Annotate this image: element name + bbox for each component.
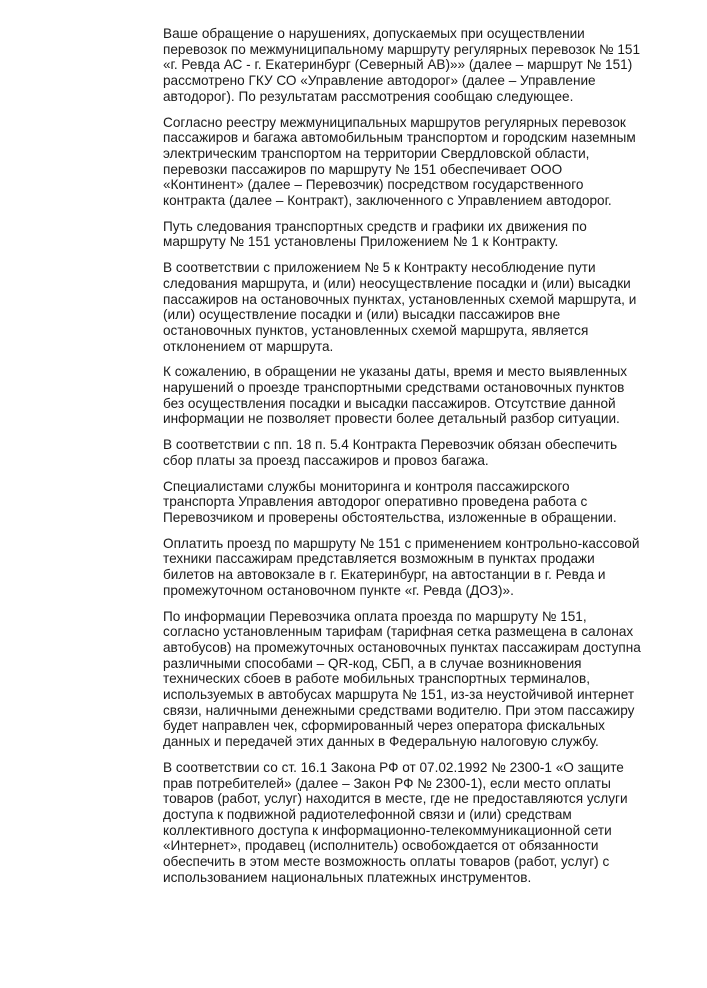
paragraph: Специалистами службы мониторинга и контроля пассажирского транспорта Управления автодорог оперативно проведена работа с Перевозчиком и проверены обстоятельства, изложенные в обращении. xyxy=(163,478,617,525)
paragraph: К сожалению, в обращении не указаны даты, время и место выявленных нарушений о проезде транспортными средствами остановочных пунктов без осуществления посадки и высадки пассажиров. Отсутствие данной информации не позволяет провести более детальный разбор ситуации. xyxy=(163,364,628,427)
paragraph: Оплатить проезд по маршруту № 151 с применением контрольно-кассовой техники пассажирам представляется возможным в пунктах продажи билетов на автовокзале в г. Екатеринбург, на автостанции в г. Ревда и промежуточном остановочном пункте «г. Ревда (ДОЗ)». xyxy=(163,535,640,598)
paragraph: В соответствии со ст. 16.1 Закона РФ от 07.02.1992 № 2300-1 «О защите прав потребителей» (далее – Закон РФ № 2300-1), если место оплаты товаров (работ, услуг) находится в месте, где не предоставляются услуги доступа к подвижной радиотелефонной связи и (или) средствам коллективного доступа к информационно-телекоммуникационной сети «Интернет», продавец (исполнитель) освобождается от обязанности обеспечить в этом месте возможность оплаты товаров (работ, услуг) с использованием национальных платежных инструментов. xyxy=(163,759,628,885)
paragraph: В соответствии с пп. 18 п. 5.4 Контракта Перевозчик обязан обеспечить сбор платы за проезд пассажиров и провоз багажа. xyxy=(163,437,618,468)
paragraph: В соответствии с приложением № 5 к Контракту несоблюдение пути следования маршрута, и (или) неосуществление посадки и (или) высадки пассажиров на остановочных пунктах, установленных схемой маршрута, и (или) осуществление посадки и (или) высадки пассажиров вне остановочных пунктов, установленных схемой маршрута, является отклонением от маршрута. xyxy=(163,260,637,354)
paragraph: Согласно реестру межмуниципальных маршрутов регулярных перевозок пассажиров и багажа автомобильным транспортом и городским наземным электрическим транспортом на территории Свердловской области, перевозки пассажиров по маршруту № 151 обеспечивает ООО «Континент» (далее – Перевозчик) посредством государственного контракта (далее – Контракт), заключенного с Управлением автодорог. xyxy=(163,114,636,209)
paragraph: Путь следования транспортных средств и графики их движения по маршруту № 151 установлены Приложением № 1 к Контракту. xyxy=(163,218,587,250)
paragraph: По информации Перевозчика оплата проезда по маршруту № 151, согласно установленным тарифам (тарифная сетка размещена в салонах автобусов) на промежуточных остановочных пунктах пассажирам доступна различными способами – QR-код, СБП, а в случае возникновения технических сбоев в работе мобильных транспортных терминалов, используемых в автобусах маршрута № 151, из-за неустойчивой интернет связи, наличными денежными средствами водителю. При этом пассажиру будет направлен чек, сформированный через оператора фискальных данных и передачей этих данных в Федеральную налоговую службу. xyxy=(163,608,641,750)
document-body xyxy=(163,26,642,895)
paragraph: Ваше обращение о нарушениях, допускаемых при осуществлении перевозок по межмуниципальному маршруту регулярных перевозок № 151 «г. Ревда АС - г. Екатеринбург (Северный АВ)»» (далее – маршрут № 151) рассмотрено ГКУ СО «Управление автодорог» (далее – Управление автодорог). По результатам рассмотрения сообщаю следующее. xyxy=(163,26,641,104)
